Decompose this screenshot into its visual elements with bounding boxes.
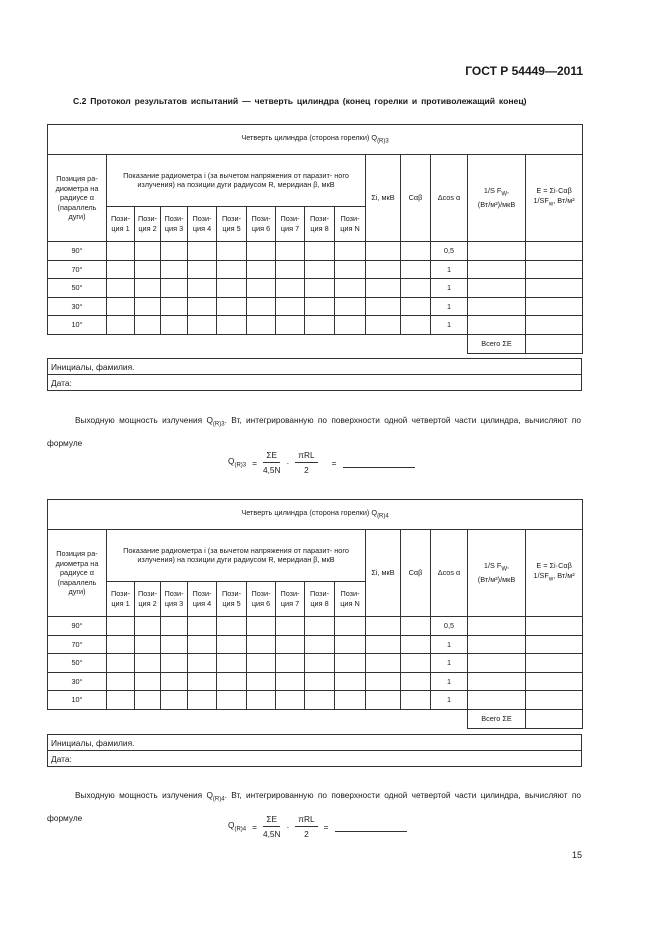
table-row: [48, 297, 583, 316]
cell[interactable]: [276, 316, 305, 335]
cell[interactable]: [276, 691, 305, 710]
row-dcos: 0,5: [431, 617, 468, 636]
cell[interactable]: [401, 691, 431, 710]
cell[interactable]: [276, 297, 305, 316]
cell[interactable]: [305, 672, 335, 691]
cell[interactable]: [161, 242, 188, 261]
col-header-pos-8: Пози- ция 8: [305, 581, 335, 616]
total-value[interactable]: [526, 709, 583, 728]
cell[interactable]: [401, 617, 431, 636]
date-field[interactable]: Дата:: [48, 375, 582, 391]
row-dcos: 1: [431, 316, 468, 335]
total-value[interactable]: [526, 334, 583, 353]
col-header-pos-3: Пози- ция 3: [161, 581, 188, 616]
col-header-pos-6: Пози- ция 6: [247, 581, 276, 616]
col-header-pos-7: Пози- ция 7: [276, 206, 305, 241]
cell[interactable]: [188, 297, 217, 316]
cell[interactable]: [247, 654, 276, 673]
cell[interactable]: [217, 260, 247, 279]
row-angle: 10°: [48, 691, 107, 710]
cell[interactable]: [161, 617, 188, 636]
cell[interactable]: [468, 617, 526, 636]
cell[interactable]: [335, 635, 366, 654]
cell[interactable]: [161, 635, 188, 654]
cell[interactable]: [188, 672, 217, 691]
col-header-pos-4: Пози- ция 4: [188, 581, 217, 616]
col-header-pos-6: Пози- ция 6: [247, 206, 276, 241]
row-dcos: 1: [431, 279, 468, 298]
formula-result-blank[interactable]: [335, 822, 407, 832]
row-angle: 30°: [48, 297, 107, 316]
cell[interactable]: [526, 672, 583, 691]
cell[interactable]: [107, 654, 135, 673]
row-dcos: 1: [431, 691, 468, 710]
cell[interactable]: [276, 654, 305, 673]
cell[interactable]: [468, 242, 526, 261]
cell[interactable]: [276, 260, 305, 279]
cell[interactable]: [526, 279, 583, 298]
date-field[interactable]: Дата:: [48, 751, 582, 767]
cell[interactable]: [161, 654, 188, 673]
cell[interactable]: [135, 654, 161, 673]
cell[interactable]: [188, 635, 217, 654]
cell[interactable]: [366, 672, 401, 691]
cell[interactable]: [217, 635, 247, 654]
page-number: 15: [571, 850, 582, 860]
cell[interactable]: [188, 242, 217, 261]
cell[interactable]: [366, 242, 401, 261]
cell[interactable]: [401, 672, 431, 691]
table-row: [48, 260, 583, 279]
section-title-text: С.2 Протокол результатов испытаний — четверть цилиндра (конец горелки и противолежащий конец): [73, 96, 527, 106]
cell[interactable]: [468, 316, 526, 335]
table-row: [48, 672, 583, 691]
cell[interactable]: [107, 242, 135, 261]
cell[interactable]: [335, 654, 366, 673]
cell[interactable]: [366, 617, 401, 636]
cell[interactable]: [188, 691, 217, 710]
row-dcos: 1: [431, 672, 468, 691]
col-header-dcos: Δcos α: [431, 530, 468, 617]
cell[interactable]: [366, 279, 401, 298]
row-angle: 70°: [48, 260, 107, 279]
cell[interactable]: [335, 279, 366, 298]
cell[interactable]: [161, 297, 188, 316]
cell[interactable]: [468, 279, 526, 298]
cell[interactable]: [305, 242, 335, 261]
cell[interactable]: [217, 691, 247, 710]
col-header-e: E = Σi·Cαβ $1/SF_w$, Вт/м²: [526, 530, 583, 617]
col-header-pos-2: Пози- ция 2: [135, 206, 161, 241]
cell[interactable]: [401, 635, 431, 654]
col-header-sum: Σi, мкВ: [366, 530, 401, 617]
row-angle: 70°: [48, 635, 107, 654]
cell[interactable]: [526, 316, 583, 335]
col-header-pos-2: Пози- ция 2: [135, 581, 161, 616]
cell[interactable]: [107, 260, 135, 279]
row-dcos: 1: [431, 297, 468, 316]
row-angle: 50°: [48, 654, 107, 673]
table-row: [48, 691, 583, 710]
cell[interactable]: [107, 316, 135, 335]
cell[interactable]: [135, 617, 161, 636]
cell[interactable]: [161, 316, 188, 335]
row-angle: 90°: [48, 617, 107, 636]
section-title: [47, 95, 581, 108]
cell[interactable]: [335, 672, 366, 691]
protocol-table-q4: [47, 499, 583, 729]
cell[interactable]: [305, 635, 335, 654]
total-spacer: [48, 709, 468, 728]
table-title: Четверть цилиндра (сторона горелки) $Q_{(R)4}$: [48, 500, 583, 530]
formula-q4: $Q_{(R)4}$ = $\frac{\Sigma E}{4,5N}$ · $\frac{\text{πRL}}{2}$ =: [228, 814, 407, 839]
cell[interactable]: [526, 242, 583, 261]
cell[interactable]: [276, 617, 305, 636]
cell[interactable]: [247, 242, 276, 261]
cell[interactable]: [247, 297, 276, 316]
cell[interactable]: [401, 316, 431, 335]
cell[interactable]: [217, 672, 247, 691]
cell[interactable]: [247, 316, 276, 335]
cell[interactable]: [366, 654, 401, 673]
cell[interactable]: [217, 279, 247, 298]
cell[interactable]: [217, 297, 247, 316]
cell[interactable]: [468, 297, 526, 316]
table-row: [48, 316, 583, 335]
col-header-e: E = Σi·Cαβ $1/SF_w$, Вт/м²: [526, 155, 583, 242]
col-header-pos-4: Пози- ция 4: [188, 206, 217, 241]
cell[interactable]: [276, 635, 305, 654]
cell[interactable]: [188, 316, 217, 335]
document-header: ГОСТ Р 54449—2011: [465, 64, 583, 78]
cell[interactable]: [247, 635, 276, 654]
cell[interactable]: [217, 617, 247, 636]
cell[interactable]: [305, 691, 335, 710]
cell[interactable]: [468, 654, 526, 673]
col-header-pos-n: Пози- ция N: [335, 581, 366, 616]
cell[interactable]: [247, 617, 276, 636]
cell[interactable]: [526, 691, 583, 710]
cell[interactable]: [366, 297, 401, 316]
cell[interactable]: [135, 691, 161, 710]
col-header-pos-8: Пози- ция 8: [305, 206, 335, 241]
cell[interactable]: [217, 654, 247, 673]
cell[interactable]: [366, 316, 401, 335]
col-header-inverse-sf: 1/S $F_W$, (Вт/м²)/мкВ: [468, 530, 526, 617]
col-header-position: Позиция ра- диометра на радиусе α (параллель дуги): [48, 155, 107, 242]
cell[interactable]: [305, 316, 335, 335]
cell[interactable]: [135, 279, 161, 298]
row-dcos: 1: [431, 654, 468, 673]
cell[interactable]: [305, 279, 335, 298]
row-angle: 30°: [48, 672, 107, 691]
formula-result-blank[interactable]: [343, 458, 415, 468]
cell[interactable]: [107, 691, 135, 710]
table-row: [48, 617, 583, 636]
cell[interactable]: [401, 242, 431, 261]
total-label: Всего ΣE: [468, 709, 526, 728]
col-header-pos-7: Пози- ция 7: [276, 581, 305, 616]
cell[interactable]: [135, 297, 161, 316]
col-header-pos-n: Пози- ция N: [335, 206, 366, 241]
cell[interactable]: [276, 242, 305, 261]
row-dcos: 0,5: [431, 242, 468, 261]
col-header-pos-3: Пози- ция 3: [161, 206, 188, 241]
cell[interactable]: [305, 654, 335, 673]
col-header-calpha: Cαβ: [401, 530, 431, 617]
cell[interactable]: [247, 691, 276, 710]
cell[interactable]: [135, 242, 161, 261]
table-title: Четверть цилиндра (сторона горелки) $Q_{(R)3}$: [48, 125, 583, 155]
cell[interactable]: [526, 617, 583, 636]
cell[interactable]: [468, 672, 526, 691]
row-dcos: 1: [431, 260, 468, 279]
cell[interactable]: [188, 617, 217, 636]
cell[interactable]: [188, 654, 217, 673]
col-header-pos-1: Пози- ция 1: [107, 206, 135, 241]
cell[interactable]: [135, 635, 161, 654]
initials-field[interactable]: Инициалы, фамилия.: [48, 359, 582, 375]
cell[interactable]: [468, 691, 526, 710]
cell[interactable]: [335, 297, 366, 316]
cell[interactable]: [526, 654, 583, 673]
initials-field[interactable]: Инициалы, фамилия.: [48, 735, 582, 751]
cell[interactable]: [526, 297, 583, 316]
cell[interactable]: [107, 635, 135, 654]
total-label: Всего ΣE: [468, 334, 526, 353]
cell[interactable]: [188, 279, 217, 298]
cell[interactable]: [135, 316, 161, 335]
cell[interactable]: [366, 691, 401, 710]
cell[interactable]: [335, 617, 366, 636]
cell[interactable]: [366, 260, 401, 279]
cell[interactable]: [107, 617, 135, 636]
cell[interactable]: [217, 242, 247, 261]
total-spacer: [48, 334, 468, 353]
formula-q3: $Q_{(R)3}$ = $\frac{\Sigma E}{4,5N}$ · $\frac{\text{πRL}}{2}$ =: [228, 450, 415, 475]
table-row: [48, 279, 583, 298]
cell[interactable]: [305, 260, 335, 279]
row-angle: 50°: [48, 279, 107, 298]
row-dcos: 1: [431, 635, 468, 654]
cell[interactable]: [247, 672, 276, 691]
row-angle: 10°: [48, 316, 107, 335]
cell[interactable]: [468, 260, 526, 279]
cell[interactable]: [335, 316, 366, 335]
cell[interactable]: [247, 279, 276, 298]
cell[interactable]: [468, 635, 526, 654]
cell[interactable]: [401, 279, 431, 298]
total-row: [48, 334, 583, 353]
cell[interactable]: [526, 635, 583, 654]
cell[interactable]: [335, 260, 366, 279]
cell[interactable]: [276, 279, 305, 298]
row-angle: 90°: [48, 242, 107, 261]
cell[interactable]: [305, 617, 335, 636]
cell[interactable]: [335, 242, 366, 261]
signature-block-q4: [47, 734, 582, 767]
cell[interactable]: [161, 279, 188, 298]
cell[interactable]: [401, 654, 431, 673]
cell[interactable]: [217, 316, 247, 335]
cell[interactable]: [161, 691, 188, 710]
cell[interactable]: [135, 260, 161, 279]
col-header-pos-1: Пози- ция 1: [107, 581, 135, 616]
cell[interactable]: [107, 672, 135, 691]
col-header-pos-5: Пози- ция 5: [217, 206, 247, 241]
col-header-inverse-sf: 1/S $F_W$, (Вт/м²)/мкВ: [468, 155, 526, 242]
paragraph-q4: Выходную мощность излучения $Q_{(R)4}$. Вт, интегрированную по поверхности одной четвертой части цилиндра, вычисляют по формуле: [47, 790, 581, 823]
cell[interactable]: [135, 672, 161, 691]
cell[interactable]: [107, 297, 135, 316]
cell[interactable]: [161, 260, 188, 279]
table-row: [48, 635, 583, 654]
col-header-calpha: Cαβ: [401, 155, 431, 242]
col-header-sum: Σi, мкВ: [366, 155, 401, 242]
table-row: [48, 654, 583, 673]
col-header-pos-5: Пози- ция 5: [217, 581, 247, 616]
protocol-table-q3: [47, 124, 583, 354]
cell[interactable]: [366, 635, 401, 654]
cell[interactable]: [401, 260, 431, 279]
table-row: [48, 242, 583, 261]
col-header-reading: Показание радиометра i (за вычетом напряжения от паразит- ного излучения) на позиции дуги радиусом R, меридиан β, мкВ: [107, 155, 366, 207]
cell[interactable]: [305, 297, 335, 316]
total-row: [48, 709, 583, 728]
cell[interactable]: [335, 691, 366, 710]
cell[interactable]: [526, 260, 583, 279]
col-header-dcos: Δcos α: [431, 155, 468, 242]
paragraph-q3: Выходную мощность излучения $Q_{(R)3}$. Вт, интегрированную по поверхности одной четвертой части цилиндра, вычисляют по формуле: [47, 415, 581, 448]
cell[interactable]: [161, 672, 188, 691]
signature-block-q3: [47, 358, 582, 391]
cell[interactable]: [401, 297, 431, 316]
cell[interactable]: [247, 260, 276, 279]
cell[interactable]: [276, 672, 305, 691]
cell[interactable]: [107, 279, 135, 298]
cell[interactable]: [188, 260, 217, 279]
col-header-position: Позиция ра- диометра на радиусе α (параллель дуги): [48, 530, 107, 617]
col-header-reading: Показание радиометра i (за вычетом напряжения от паразит- ного излучения) на позиции дуги радиусом R, меридиан β, мкВ: [107, 530, 366, 582]
